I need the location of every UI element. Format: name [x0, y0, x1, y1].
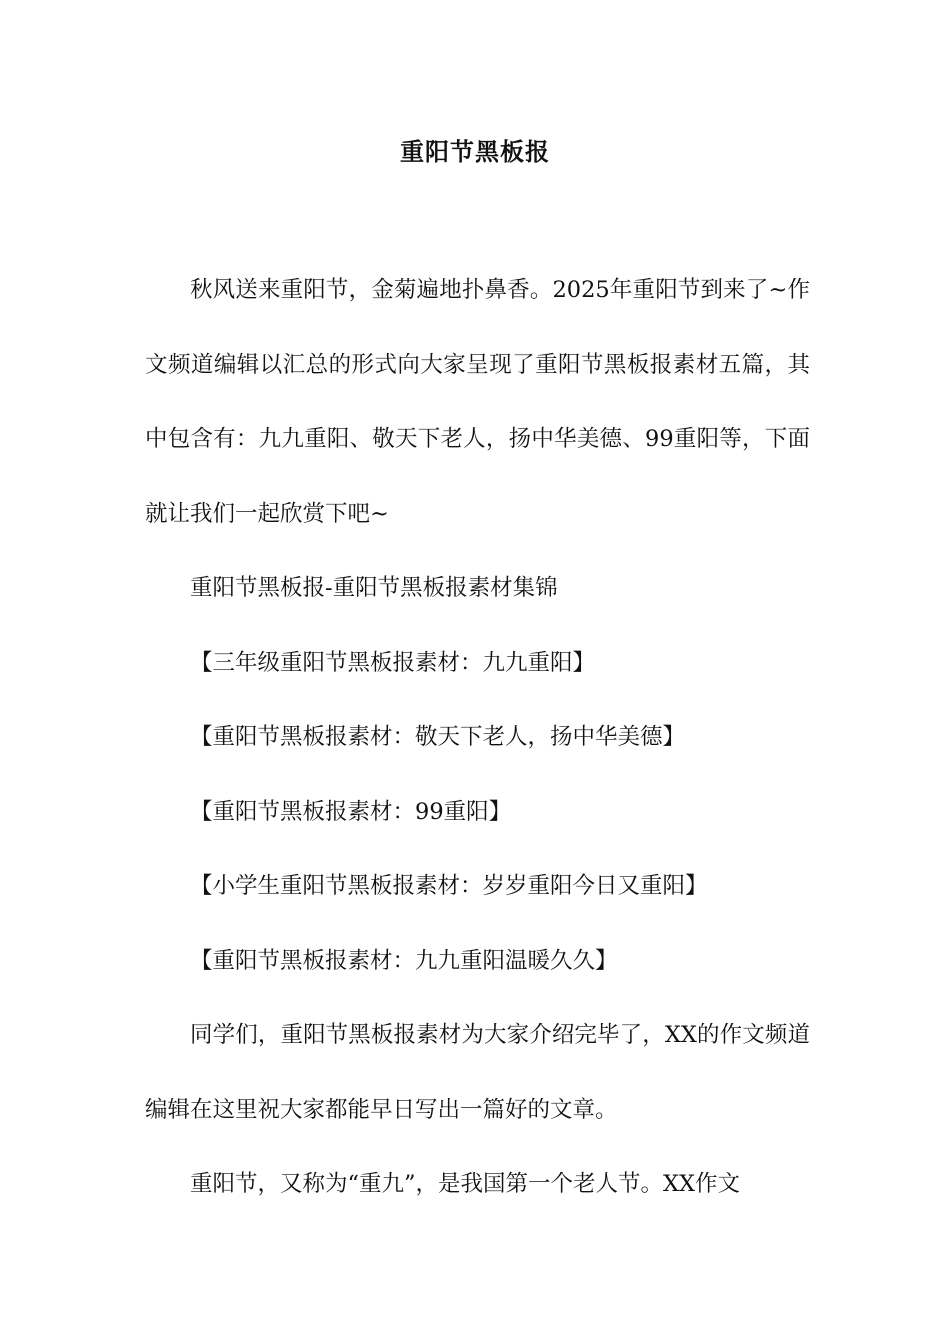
- list-item: 【重阳节黑板报素材：敬天下老人，扬中华美德】: [190, 724, 686, 750]
- list-item: 【三年级重阳节黑板报素材：九九重阳】: [190, 649, 596, 676]
- list-item: 【重阳节黑板报素材：99重阳】: [190, 798, 512, 825]
- list-item: 【小学生重阳节黑板报素材：岁岁重阳今日又重阳】: [190, 873, 708, 899]
- document-title: 重阳节黑板报: [400, 137, 550, 166]
- closing-paragraph: 同学们，重阳节黑板报素材为大家介绍完毕了，XX的作文频道编辑在这里祝大家都能早日写出一篇好的文章。: [145, 1022, 810, 1123]
- list-item: 【重阳节黑板报素材：九九重阳温暖久久】: [190, 947, 618, 974]
- intro-paragraph: 秋风送来重阳节，金菊遍地扑鼻香。2025年重阳节到来了~作文频道编辑以汇总的形式向大家呈现了重阳节黑板报素材五篇，其中包含有：九九重阳、敬天下老人，扬中华美德、99重阳等，下面就让我们一起欣赏下吧~: [145, 277, 810, 527]
- document-body: [145, 253, 810, 1222]
- section-heading: 重阳节黑板报-重阳节黑板报素材集锦: [190, 575, 558, 601]
- closing-paragraph: 重阳节，又称为“重九”，是我国第一个老人节。XX作文: [190, 1171, 741, 1197]
